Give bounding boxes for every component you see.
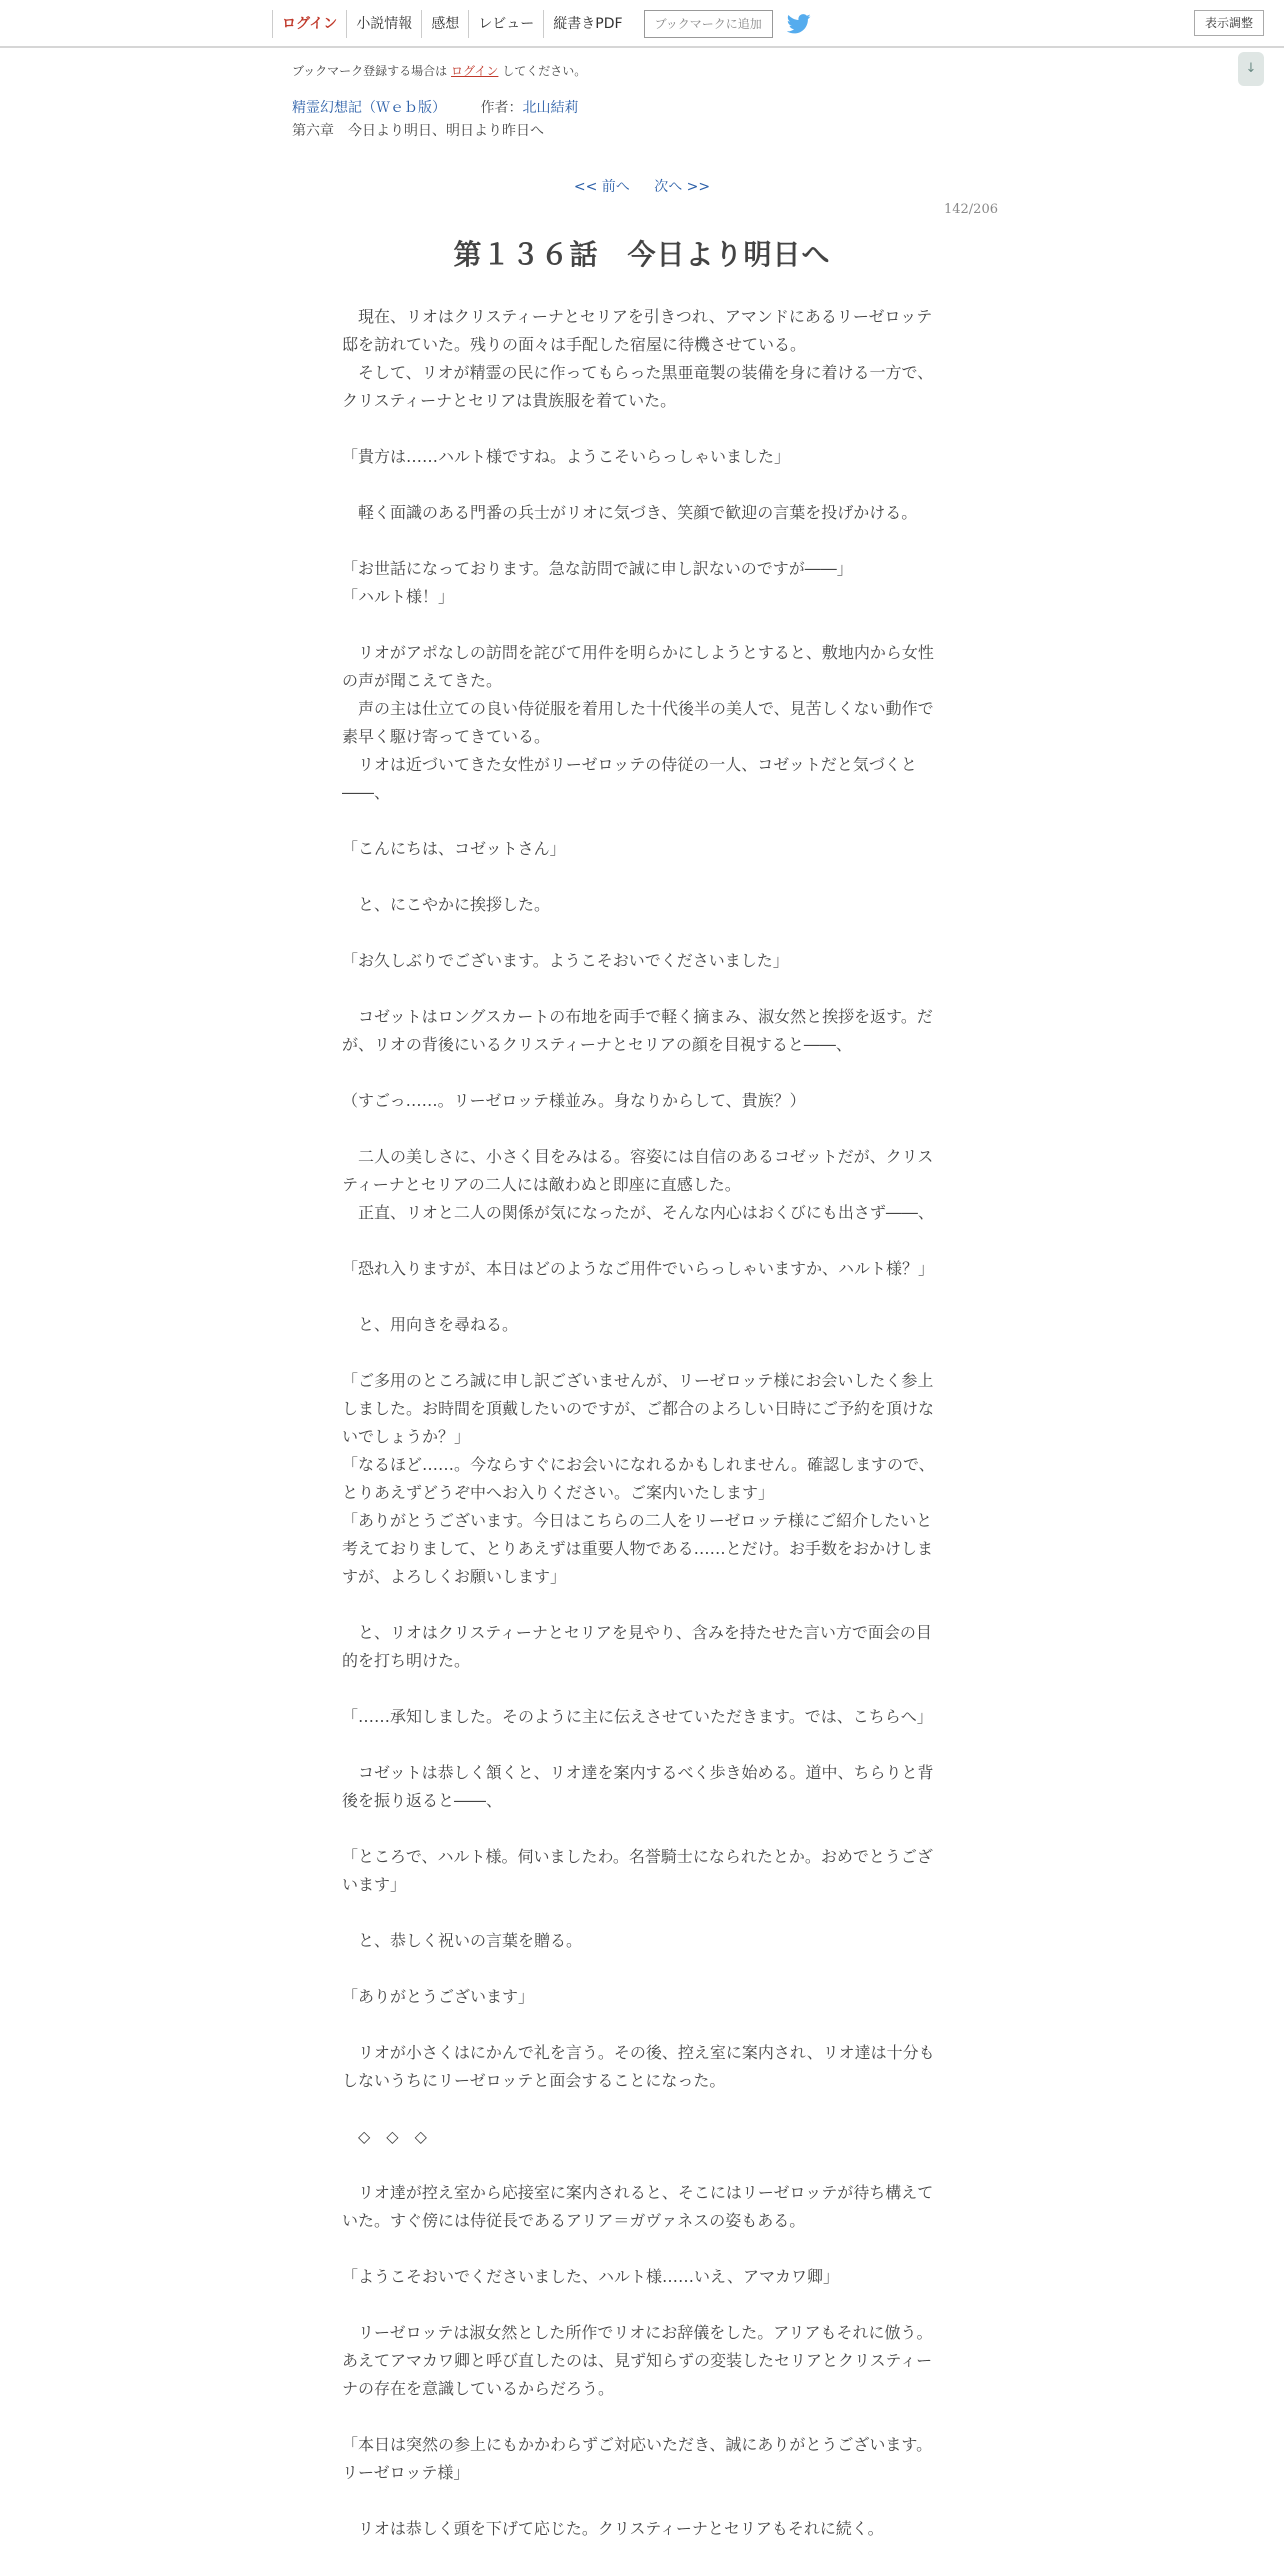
body-line: 「ありがとうございます。今日はこちらの二人をリーゼロッテ様にご紹介したいと	[342, 1511, 933, 1530]
body-line: リーゼロッテは淑女然とした所作でリオにお辞儀をした。アリアもそれに倣う。	[342, 2323, 933, 2342]
nav-review-link[interactable]: レビュー	[468, 10, 543, 38]
body-line: と、にこやかに挨拶した。	[342, 895, 551, 914]
body-line: 邸を訪れていた。残りの面々は手配した宿屋に待機させている。	[342, 335, 807, 354]
body-line: いでしょうか？」	[342, 1427, 471, 1446]
body-line	[342, 2095, 942, 2123]
body-line: 「ご多用のところ誠に申し訳ございませんが、リーゼロッテ様にお会いしたく参上	[342, 1371, 934, 1390]
body-line: リオは近づいてきた女性がリーゼロッテの侍従の一人、コゼットだと気づくと	[342, 755, 917, 774]
chapter-title: 第六章 今日より明日、明日より昨日へ	[292, 123, 544, 139]
body-line: 素早く駆け寄ってきている。	[342, 727, 551, 746]
bookmark-login-notice	[292, 62, 586, 79]
body-line: クリスティーナとセリアは貴族服を着ていた。	[342, 391, 677, 410]
nav-novel-info-link[interactable]: 小説情報	[346, 10, 421, 38]
global-nav	[272, 9, 811, 39]
body-line: 後を振り返ると――、	[342, 1791, 503, 1810]
body-line: いた。すぐ傍には侍従長であるアリア＝ガヴァネスの姿もある。	[342, 2211, 806, 2230]
top-bar	[0, 0, 1284, 48]
scroll-down-button[interactable]: ↓	[1238, 52, 1264, 86]
body-line	[342, 1227, 942, 1255]
body-line: 「お世話になっております。急な訪問で誠に申し訳ないのですが――」	[342, 559, 853, 578]
body-line: 「お久しぶりでございます。ようこそおいでくださいました」	[342, 951, 789, 970]
add-bookmark-button[interactable]: ブックマークに追加	[644, 10, 773, 38]
body-line	[342, 1731, 942, 1759]
body-line	[342, 863, 942, 891]
body-line	[342, 2487, 942, 2515]
next-episode-link[interactable]: 次へ >>	[654, 179, 711, 195]
body-line: と、リオはクリスティーナとセリアを見やり、含みを持たせた言い方で面会の目	[342, 1623, 932, 1642]
body-line: 二人の美しさに、小さく目をみはる。容姿には自信のあるコゼットだが、クリス	[342, 1147, 934, 1166]
body-line	[342, 2011, 942, 2039]
body-line	[342, 2151, 942, 2179]
episode-body	[342, 303, 942, 2543]
body-line: ◇ ◇ ◇	[342, 2127, 427, 2146]
body-line: 「恐れ入りますが、本日はどのようなご用件でいらっしゃいますか、ハルト様？」	[342, 1259, 935, 1278]
body-line: とりあえずどうぞ中へお入りください。ご案内いたします」	[342, 1483, 775, 1502]
body-line: （すごっ……。リーゼロッテ様並み。身なりからして、貴族？）	[342, 1091, 806, 1110]
prev-episode-link[interactable]: << 前へ	[573, 179, 630, 195]
notice-login-link[interactable]: ログイン	[451, 64, 499, 78]
body-line: リオが小さくはにかんで礼を言う。その後、控え室に案内され、リオ達は十分も	[342, 2043, 935, 2062]
body-line	[342, 527, 942, 555]
body-line: 「こんにちは、コゼットさん」	[342, 839, 566, 858]
body-line: しないうちにリーゼロッテと面会することになった。	[342, 2071, 726, 2090]
body-line	[342, 415, 942, 443]
body-line: 声の主は仕立ての良い侍従服を着用した十代後半の美人で、見苦しくない動作で	[342, 699, 934, 718]
body-line: 「なるほど……。今ならすぐにお会いになれるかもしれません。確認しますので、	[342, 1455, 935, 1474]
body-line: 「ところで、ハルト様。伺いましたわ。名誉騎士になられたとか。おめでとうござ	[342, 1847, 933, 1866]
body-line: コゼットはロングスカートの布地を両手で軽く摘まみ、淑女然と挨拶を返す。だ	[342, 1007, 933, 1026]
display-settings-button[interactable]: 表示調整	[1194, 10, 1264, 36]
body-line	[342, 919, 942, 947]
notice-text-before: ブックマーク登録する場合は	[292, 64, 448, 78]
body-line: リオは恭しく頭を下げて応じた。クリスティーナとセリアもそれに続く。	[342, 2519, 884, 2538]
author-link[interactable]: 北山結莉	[522, 100, 579, 116]
body-line: と、用向きを尋ねる。	[342, 1315, 519, 1334]
body-line: コゼットは恭しく頷くと、リオ達を案内するべく歩き始める。道中、ちらりと背	[342, 1763, 934, 1782]
body-line: しました。お時間を頂戴したいのですが、ご都合のよろしい日時にご予約を頂けな	[342, 1399, 935, 1418]
episode-title: 第１３６話 今日より明日へ	[453, 238, 831, 271]
author-label: 作者：	[480, 100, 523, 116]
body-line	[342, 975, 942, 1003]
body-line: あえてアマカワ卿と呼び直したのは、見ず知らずの変装したセリアとクリスティー	[342, 2351, 933, 2370]
body-line: の声が聞こえてきた。	[342, 671, 503, 690]
nav-impressions-link[interactable]: 感想	[421, 10, 468, 38]
body-line: 「ハルト様！」	[342, 587, 455, 606]
body-line: ナの存在を意識しているからだろう。	[342, 2379, 615, 2398]
body-line: 「貴方は……ハルト様ですね。ようこそいらっしゃいました」	[342, 447, 791, 466]
body-line: リーゼロッテ様」	[342, 2463, 470, 2482]
body-line	[342, 2403, 942, 2431]
body-line: そして、リオが精霊の民に作ってもらった黒亜竜製の装備を身に着ける一方で、	[342, 363, 934, 382]
body-line	[342, 1815, 942, 1843]
body-line: すが、よろしくお願いします」	[342, 1567, 567, 1586]
episode-counter: 142/206	[943, 202, 998, 217]
body-line: 「ありがとうございます」	[342, 1987, 535, 2006]
body-line	[342, 1591, 942, 1619]
body-line: ――、	[342, 783, 391, 802]
body-line	[342, 471, 942, 499]
body-line: リオがアポなしの訪問を詫びて用件を明らかにしようとすると、敷地内から女性	[342, 643, 934, 662]
body-line: 「本日は突然の参上にもかかわらずご対応いただき、誠にありがとうございます。	[342, 2435, 933, 2454]
body-line: が、リオの背後にいるクリスティーナとセリアの顔を目視すると――、	[342, 1035, 852, 1054]
body-line	[342, 2291, 942, 2319]
novel-title-link[interactable]: 精霊幻想記（Ｗｅｂ版）	[292, 100, 446, 116]
body-line	[342, 1059, 942, 1087]
body-line: と、恭しく祝いの言葉を贈る。	[342, 1931, 583, 1950]
body-line	[342, 1675, 942, 1703]
body-line	[342, 1899, 942, 1927]
episode-pager	[0, 176, 1284, 196]
body-line: 正直、リオと二人の関係が気になったが、そんな内心はおくびにも出さず――、	[342, 1203, 934, 1222]
novel-info	[292, 97, 578, 117]
body-line	[342, 1283, 942, 1311]
body-line: います」	[342, 1875, 407, 1894]
body-line: ティーナとセリアの二人には敵わぬと即座に直感した。	[342, 1175, 741, 1194]
body-line: 的を打ち明けた。	[342, 1651, 471, 1670]
notice-text-after: してください。	[502, 64, 587, 78]
body-line: 軽く面識のある門番の兵士がリオに気づき、笑顔で歓迎の言葉を投げかける。	[342, 503, 918, 522]
body-line: 「……承知しました。そのように主に伝えさせていただきます。では、こちらへ」	[342, 1707, 933, 1726]
twitter-icon[interactable]	[787, 14, 811, 34]
body-line: 現在、リオはクリスティーナとセリアを引きつれ、アマンドにあるリーゼロッテ	[342, 307, 933, 326]
body-line	[342, 611, 942, 639]
body-line	[342, 1955, 942, 1983]
nav-login-link[interactable]: ログイン	[272, 10, 346, 38]
body-line: 「ようこそおいでくださいました、ハルト様……いえ、アマカワ卿」	[342, 2267, 839, 2286]
body-line: 考えておりまして、とりあえずは重要人物である……とだけ。お手数をおかけしま	[342, 1539, 934, 1558]
body-line	[342, 2235, 942, 2263]
body-line: リオ達が控え室から応接室に案内されると、そこにはリーゼロッテが待ち構えて	[342, 2183, 934, 2202]
body-line	[342, 807, 942, 835]
body-line	[342, 1115, 942, 1143]
nav-vertical-pdf-link[interactable]: 縦書きPDF	[543, 10, 631, 38]
body-line	[342, 1339, 942, 1367]
